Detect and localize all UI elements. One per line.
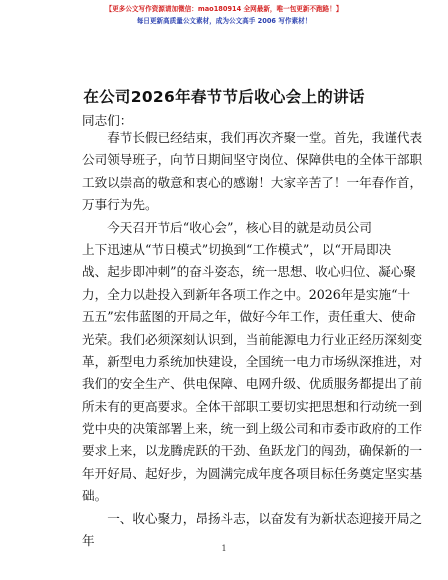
body-line: 要求上来，以龙腾虎跃的干劲、鱼跃龙门的闯劲，确保新的一: [82, 443, 423, 459]
body-line: 础。: [82, 488, 108, 504]
body-line: 光荣。我们必须深刻认识到，当前能源电力行业正经历深刻变: [82, 331, 423, 347]
banner-line-2: 每日更新高质量公文素材，成为公文高手 2006 写作素材！: [136, 17, 312, 25]
body-line: 一、收心聚力，昂扬斗志，以奋发有为新状态迎接开局之: [82, 510, 423, 526]
body-line: 战、起步即冲刺”的奋斗姿态，统一思想、收心归位、凝心聚: [82, 264, 416, 280]
body-line: 工致以崇高的敬意和衷心的感谢！大家辛苦了！一年春作首，: [82, 174, 423, 190]
body-line: 革，新型电力系统加快建设，全国统一电力市场纵深推进，对: [82, 353, 423, 369]
body-line: 所未有的更高要求。全体干部职工要切实把思想和行动统一到: [82, 398, 423, 414]
body-line: 上下迅速从“节日模式”切换到“工作模式”，以“开局即决: [82, 241, 392, 257]
body-line: 今天召开节后“收心会”，核心目的就是动员公司: [82, 219, 372, 235]
body-line: 五五”宏伟蓝图的开局之年，做好今年工作，责任重大、使命: [82, 309, 416, 325]
greeting: 同志们：: [82, 113, 133, 128]
body-line: 春节长假已经结束，我们再次齐聚一堂。首先，我谨代表: [82, 130, 423, 145]
body-line: 万事行为先。: [82, 197, 158, 213]
banner-line-1: 【更多公文写作资源请加微信：mao180914 全网最新，唯一包更新不跑路！】: [105, 5, 343, 13]
body-line: 年开好局、起好步，为圆满完成年度各项目标任务奠定坚实基: [82, 465, 423, 481]
document-title: 在公司2026年春节节后收心会上的讲话: [83, 88, 365, 106]
page-number: 1: [221, 544, 227, 553]
speech-body: [82, 127, 423, 552]
body-line: 党中央的决策部署上来，统一到上级公司和市委市政府的工作: [82, 421, 423, 437]
body-line: 我们的安全生产、供电保障、电网升级、优质服务都提出了前: [82, 376, 423, 392]
body-line: 公司领导班子，向节日期间坚守岗位、保障供电的全体干部职: [82, 152, 423, 168]
body-line: 力，全力以赴投入到新年各项工作之中。2026年是实施“十: [82, 286, 411, 302]
promo-banner: [0, 3, 448, 27]
body-line: 年: [82, 533, 95, 549]
